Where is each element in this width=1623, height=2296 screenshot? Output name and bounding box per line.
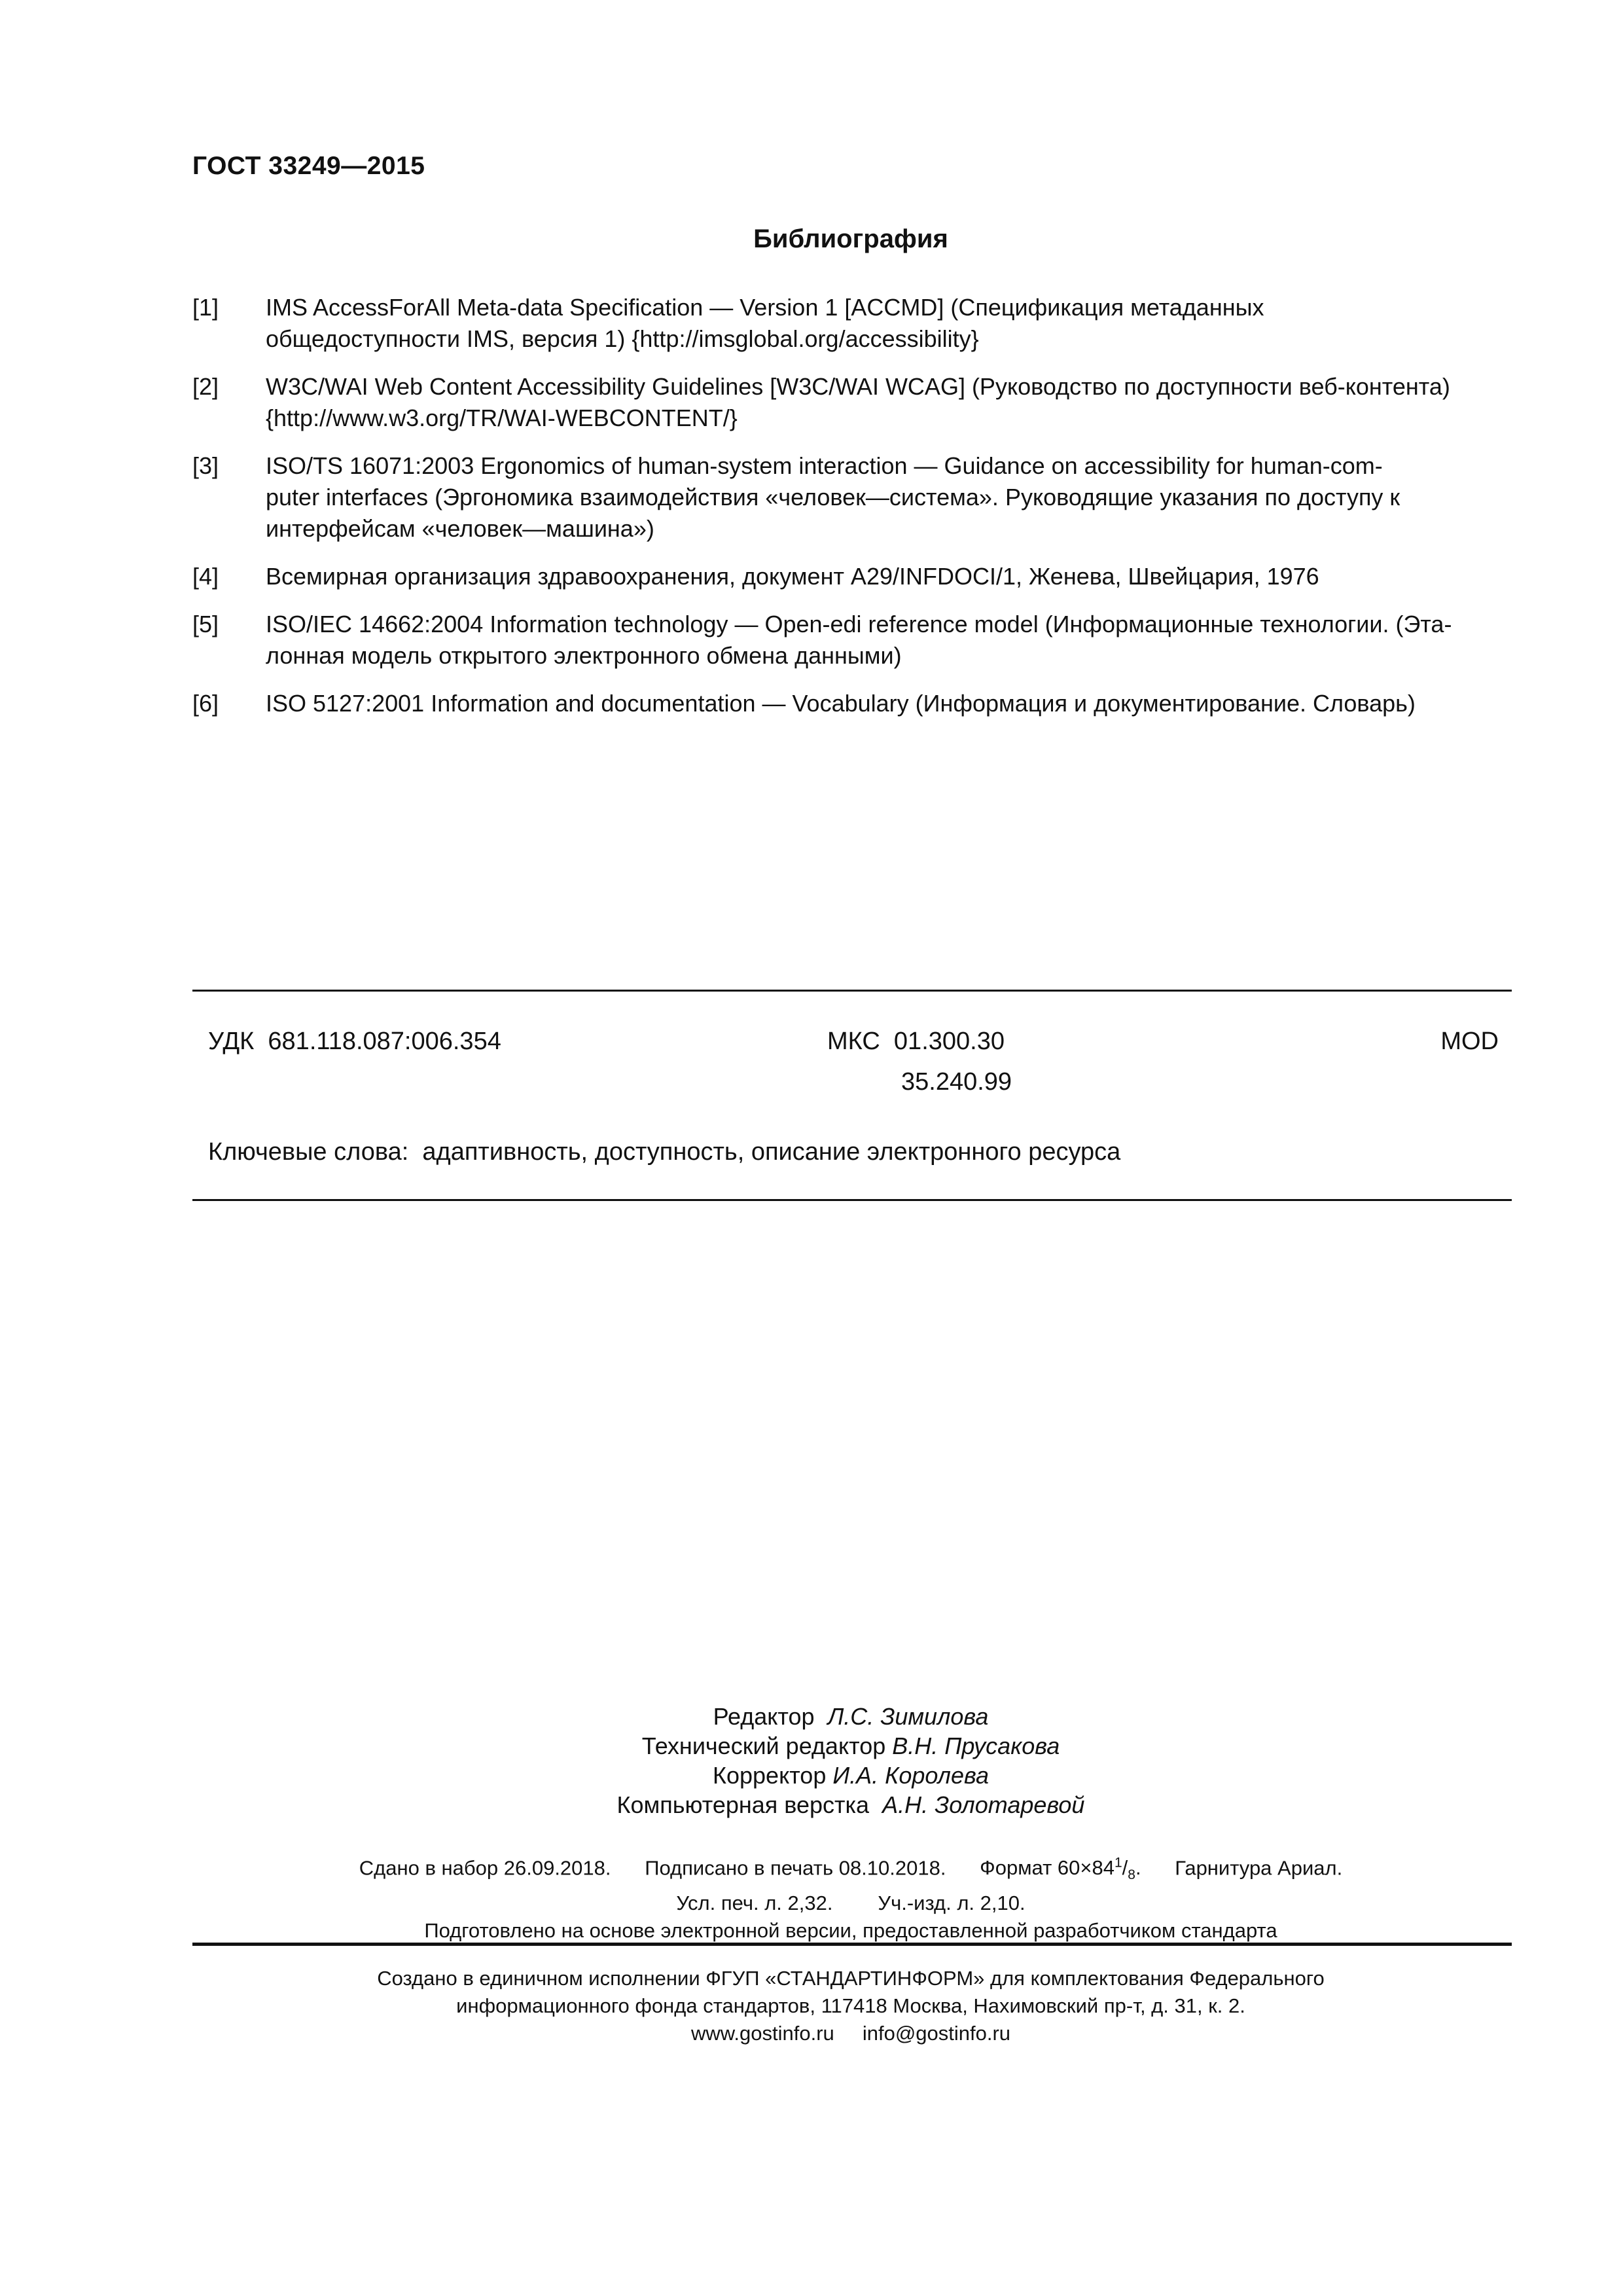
mks-code-secondary: 35.240.99 (901, 1068, 1012, 1096)
credit-corrector-label: Корректор (713, 1762, 827, 1789)
print-info-block (0, 1850, 1623, 1945)
credit-corrector (0, 1761, 1623, 1790)
print-sent-date: Сдано в набор 26.09.2018. (359, 1856, 611, 1880)
print-usl: Усл. печ. л. 2,32. (676, 1891, 833, 1914)
print-info-line-2 (0, 1890, 1623, 1917)
document-id: ГОСТ 33249—2015 (192, 152, 425, 180)
classification-bottom-rule (192, 1199, 1512, 1201)
footer-contacts (0, 2020, 1623, 2047)
footer-line-1: Создано в единичном исполнении ФГУП «СТАНДАРТИНФОРМ» для комплектования Федерального (377, 1967, 1325, 1990)
classification-top-rule (192, 990, 1512, 992)
print-font: Гарнитура Ариал. (1175, 1856, 1343, 1880)
print-info-line-1 (0, 1850, 1623, 1890)
bibliography-item-number: [1] (192, 294, 219, 321)
bibliography-item-number: [3] (192, 452, 219, 479)
credit-editor (0, 1702, 1623, 1731)
udk-code: УДК 681.118.087:006.354 (208, 1028, 501, 1055)
credit-editor-label: Редактор (713, 1703, 815, 1730)
print-format-denominator: 8 (1128, 1867, 1135, 1883)
credit-layout-name: А.Н. Золотаревой (882, 1791, 1085, 1818)
bibliography-item-number: [5] (192, 611, 219, 637)
keywords: Ключевые слова: адаптивность, доступность, описание электронного ресурса (208, 1138, 1121, 1166)
bibliography-list (192, 292, 1514, 736)
credit-tech-editor-label: Технический редактор (641, 1732, 886, 1759)
bibliography-item-text: IMS AccessForAll Meta-data Specification — Version 1 [ACCMD] (Спецификация метаданных общедоступности IMS, версия 1) {http://imsglobal.org/accessibility} (266, 294, 1264, 352)
credit-layout-label: Компьютерная верстка (616, 1791, 870, 1818)
bibliography-item-text: W3C/WAI Web Content Accessibility Guidelines [W3C/WAI WCAG] (Руководство по доступности веб-контента) {http://www.w3.org/TR/WAI-WEBCONTENT/} (266, 373, 1450, 431)
credit-editor-name: Л.С. Зимилова (827, 1703, 989, 1730)
print-format-prefix: Формат 60×84 (980, 1856, 1115, 1880)
bibliography-item (192, 292, 1514, 355)
credit-tech-editor (0, 1731, 1623, 1761)
bibliography-item (192, 371, 1514, 434)
mod-label: MOD (1440, 1028, 1499, 1055)
print-format-numerator: 1 (1114, 1856, 1122, 1871)
bibliography-item-number: [2] (192, 373, 219, 400)
credit-corrector-name: И.А. Королева (832, 1762, 989, 1789)
bibliography-item-text: ISO 5127:2001 Information and documentation — Vocabulary (Информация и документирование. Словарь) (266, 690, 1416, 717)
credit-layout (0, 1790, 1623, 1820)
bibliography-item-text: Всемирная организация здравоохранения, документ A29/INFDOCI/1, Женева, Швейцария, 1976 (266, 563, 1319, 590)
bibliography-item-text: ISO/IEC 14662:2004 Information technology — Open-edi reference model (Информационные технологии. (Эта- лонная модель открытого электронного обмена данными) (266, 611, 1452, 669)
bibliography-title: Библиография (753, 224, 948, 253)
bibliography-item-number: [4] (192, 563, 219, 590)
footer-line-2: информационного фонда стандартов, 117418 Москва, Нахимовский пр-т, д. 31, к. 2. (456, 1994, 1245, 2017)
bibliography-item (192, 450, 1514, 545)
print-format (980, 1856, 1141, 1883)
print-prepared-note: Подготовлено на основе электронной версии, предоставленной разработчиком стандарта (424, 1918, 1277, 1942)
print-format-suffix: . (1135, 1856, 1141, 1880)
credit-tech-editor-name: В.Н. Прусакова (892, 1732, 1060, 1759)
print-format-slash: / (1122, 1856, 1128, 1880)
print-uch: Уч.-изд. л. 2,10. (878, 1891, 1026, 1914)
bibliography-item (192, 561, 1514, 592)
mks-code: МКС 01.300.30 (827, 1028, 1005, 1055)
footer-rule (192, 1943, 1512, 1946)
credits-block (0, 1702, 1623, 1820)
bibliography-item (192, 688, 1514, 719)
footer-email-link[interactable]: info@gostinfo.ru (862, 2022, 1011, 2045)
footer-website-link[interactable]: www.gostinfo.ru (690, 2022, 834, 2045)
print-signed-date: Подписано в печать 08.10.2018. (645, 1856, 946, 1880)
footer-block (0, 1965, 1623, 2047)
bibliography-item (192, 609, 1514, 672)
bibliography-item-text: ISO/TS 16071:2003 Ergonomics of human-system interaction — Guidance on accessibility for human-com- puter interfaces (Эргономика взаимодействия «человек—система». Руководящие указания по доступу к интерфейсам «человек—машина») (266, 452, 1400, 542)
bibliography-item-number: [6] (192, 690, 219, 717)
